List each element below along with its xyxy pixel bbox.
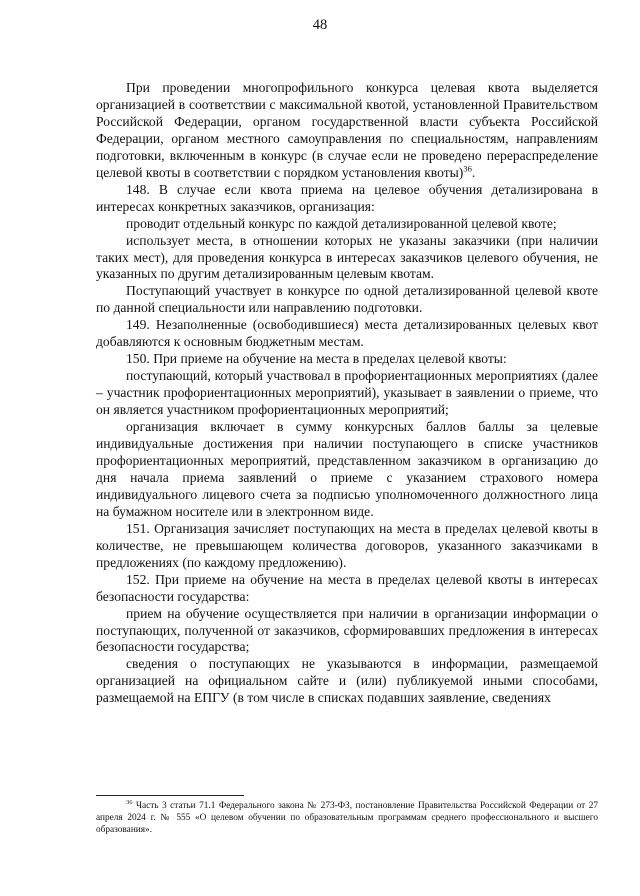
footnote: [96, 800, 598, 837]
paragraph-150-item-2: организация включает в сумму конкурсных баллов баллы за целевые индивидуальные достижения при наличии поступающего в списке участников профориентационных мероприятий, представленном заказчиком в организацию до дня начала приема заявлений о приеме с указанием страхового номера индивидуального лицевого счета за подписью уполномоченного должностного лица на бумажном носителе или в электронном виде.: [96, 419, 598, 519]
footnote-reference: 36: [463, 163, 472, 174]
footnote-text: Часть 3 статьи 71.1 Федерального закона № 273-ФЗ, постановление Правительства Российской Федерации от 27 апреля 2024 г. № 555 «О целевом обучении по образовательным программам среднего профессионального и высшего образования».: [96, 801, 598, 836]
paragraph-text: При проведении многопрофильного конкурса целевая квота выделяется организацией в соответствии с максимальной квотой, установленной Правительством Российской Федерации, органом государственной власти субъекта Российской Федерации, органом местного самоуправления по специальностям, направлениям подготовки, включенным в конкурс (в случае если не проведено перераспределение целевой квоты в соответствии с порядком установления квоты): [96, 80, 598, 180]
paragraph-152-item-2: сведения о поступающих не указываются в информации, размещаемой организацией на официальном сайте и (или) публикуемой иными способами, размещаемой на ЕПГУ (в том числе в списках подавших заявление, сведениях: [96, 656, 598, 706]
paragraph-148: 148. В случае если квота приема на целевое обучения детализирована в интересах конкретных заказчиков, организация:: [96, 181, 598, 214]
paragraph-148-item-1: проводит отдельный конкурс по каждой детализированной целевой квоте;: [126, 215, 557, 231]
page-number: 48: [312, 17, 328, 33]
body-text: [96, 80, 598, 707]
footnote-divider: [96, 795, 244, 796]
paragraph-multiprofile-contest: [96, 80, 598, 182]
paragraph-149: 149. Незаполненные (освободившиеся) места детализированных целевых квот добавляются к основным бюджетным местам.: [96, 317, 598, 350]
paragraph-148-note: Поступающий участвует в конкурсе по одной детализированной целевой квоте по данной специальности или направлению подготовки.: [96, 283, 598, 316]
paragraph-152-item-1: прием на обучение осуществляется при наличии в организации информации о поступающих, полученной от заказчиков, сформировавших предложения в интересах безопасности государства;: [96, 605, 598, 655]
paragraph-151: 151. Организация зачисляет поступающих на места в пределах целевой квоты в количестве, не превышающем количества договоров, указанного заказчиками в предложениях (по каждому предложению).: [96, 520, 598, 570]
paragraph-148-item-2: использует места, в отношении которых не указаны заказчики (при наличии таких мест), для проведения конкурса в интересах заказчиков целевого обучения, не указанных по другим детализированным целевым квотам.: [96, 232, 598, 282]
paragraph-152: 152. При приеме на обучение на места в пределах целевой квоты в интересах безопасности государства:: [96, 571, 598, 604]
footnote-mark: 36: [126, 798, 133, 806]
paragraph-150-item-1: поступающий, который участвовал в профориентационных мероприятиях (далее – участник профориентационных мероприятий), указывает в заявлении о приеме, что он является участником профориентационных мероприятий;: [96, 368, 598, 418]
footnote-reference-tail: .: [471, 164, 476, 180]
paragraph-150: 150. При приеме на обучение на места в пределах целевой квоты:: [126, 351, 507, 367]
